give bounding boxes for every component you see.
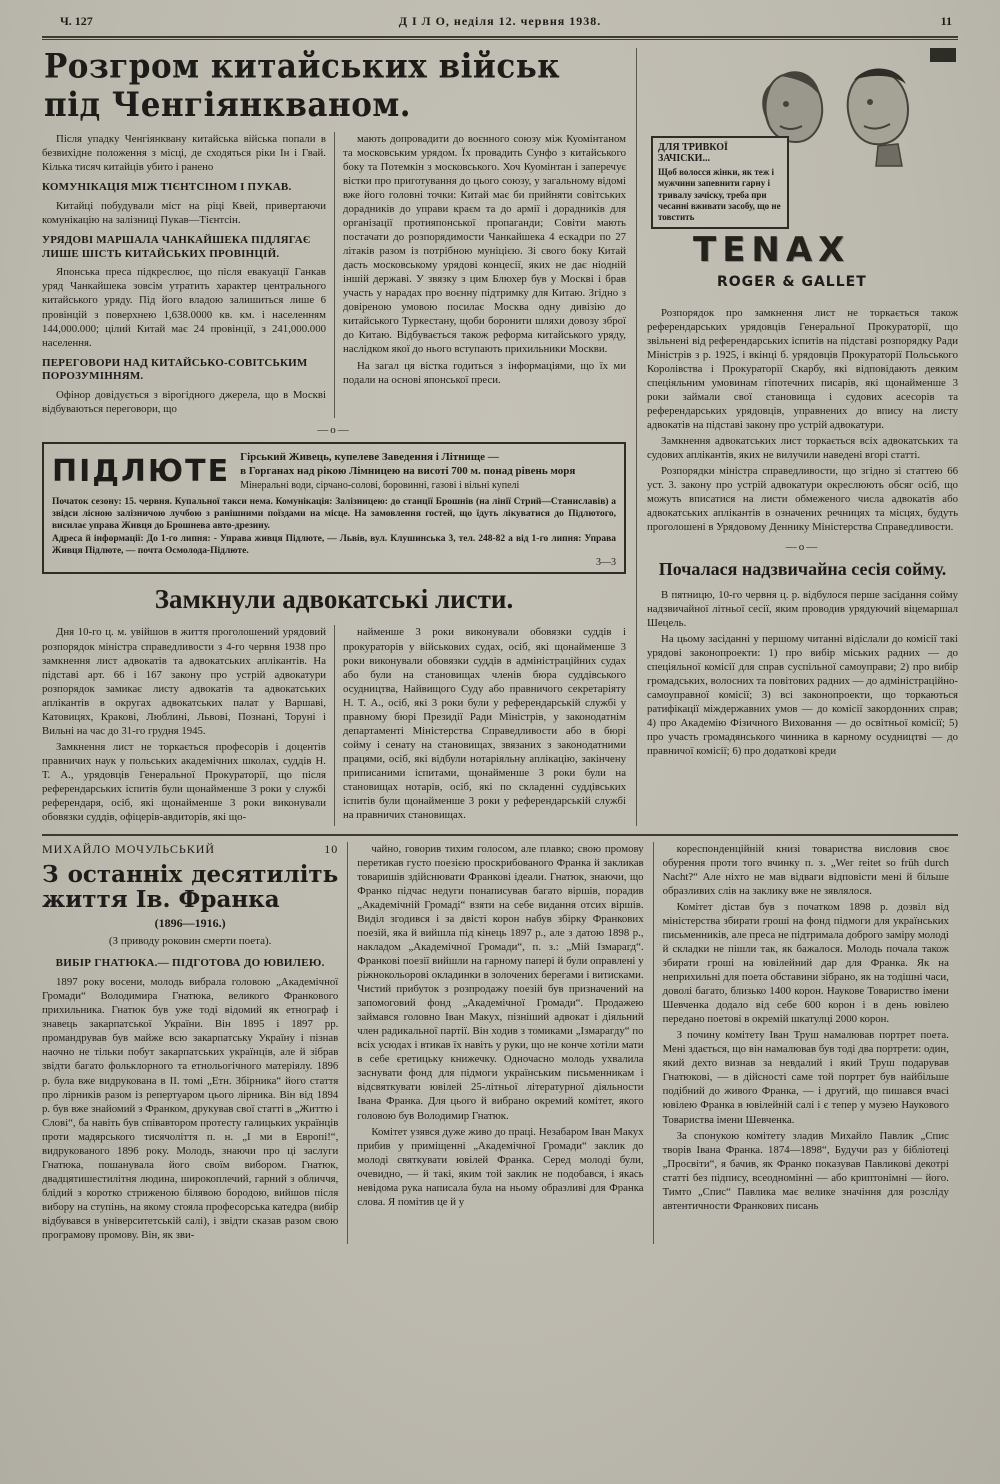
- paragraph: Розпорядок про замкнення лист не торкається також референдарських урядовців Генеральної Прокураторії, що звільнені від референдарських іспитів на підставі розпорядку Ради Міністрів з р. 1925, і вкінці б. урядовців Прокураторії Польського Королівства і Прокураторії Скарбу, які відповідають деяким спеціяльним умовинам гіпотечних писарів, які щонайменше 3 роки займали свої становища і судових асесорів та референдарських урядовців, управнених до впису на листу адвокатів на підставі закону про устрій адвокатури.: [647, 307, 958, 432]
- article-sejm-session: [647, 559, 958, 759]
- masthead: [42, 14, 958, 34]
- pidlyute-lead-1: Гірський Живець, купелеве Заведення і Літнище —: [240, 451, 499, 464]
- newspaper-title: Д І Л О, неділя 12. червня 1938.: [398, 14, 602, 28]
- china-column-2: [334, 132, 626, 418]
- advocates-headline: Замкнули адвокатські листи.: [154, 584, 514, 615]
- ad-tenax: [647, 48, 958, 296]
- china-subhead-negotiations: ПЕРЕГОВОРИ НАД КИТАЙСЬКО-СОВІТСЬКИМ ПОРОЗУМІННЯМ.: [42, 356, 308, 383]
- section-divider: —о—: [317, 424, 351, 437]
- paragraph: На загал ця вістка годиться з інформаціями, що їх ми подали на основі японської преси.: [343, 359, 626, 386]
- article-franko-feuilleton: [42, 842, 958, 1244]
- franko-author: МИХАЙЛО МОЧУЛЬСЬКИЙ: [42, 841, 216, 856]
- paragraph: Офінор довідується з вірогідного джерела, що в Москві відбуваються переговори, що: [42, 389, 326, 416]
- top-section: [42, 48, 958, 826]
- paragraph: Розпорядки міністра справедливости, що згідно зі статтею 66 уст. 3. закону про устрій адвокатури окреслюють обсяг осіб, що можуть вписатися на листи обмеженого числа адвокатів або адвокатських аплікантів в означених речницях та місцях, будуть проголошені в Урядовому Деннику Міністерства Справедливости.: [647, 465, 958, 534]
- paragraph: Китайці побудували міст на ріці Квей, привертаючи комунікацію на залізниці Пукав—Тієнтсін.: [42, 199, 326, 226]
- franko-installment-number: 10: [324, 841, 339, 856]
- china-subhead-provinces: УРЯДОВІ МАРШАЛА ЧАНКАЙШЕКА ПІДЛЯГАЄ ЛИШЕ ШІСТЬ КИТАЙСЬКИХ ПРОВІНЦІЙ.: [42, 233, 311, 260]
- pidlyute-mark: 3—3: [596, 557, 616, 569]
- ad-pidlyute: [42, 442, 626, 574]
- franko-years: (1896—1916.): [154, 916, 226, 931]
- china-headline: Розгром китайських військ під Ченгіянкваном.: [44, 47, 561, 125]
- tenax-maker: ROGER & GALLET: [717, 274, 867, 290]
- section-rule: [42, 834, 958, 836]
- paragraph: Замкнення адвокатських лист торкається всіх адвокатських та судових аплікантів, яких не вилучили наведені вгорі статті.: [647, 435, 958, 462]
- paragraph: мають допровадити до воєнного союзу між Куомінтаном та московським урядом. Їх провадить Сунфо з китайського боку та Потемкін з московського. Хоч Куомінтан і заперечує вістки про приготування до цього союзу, у загальному відомі вже його головні точки: Китай має би прийняти совітських дорадників до управи краєм та до армії і дорадників для організації протияпонської пропаганди; Совіти мають постачати до розпорядимости Чанкайшека 4 ескадри по 27 літаків разом із потрібною муніцією. Зі свого боку Китай дасть московському урядові концесії, яких не дає ніодній іншій державі. У звязку з цим Блюхер був у Москві і брав участь у нарадах про воєнну підтримку для Китаю. Згідно з довіреною умовою посилає Москва одну дивізію до китайського Туркестану, щоби боронити шляхи довозу зброї до Китаю. Відбувається також реформа китайського уряду, наслідком якої до нього вступають прихильники Москви.: [343, 133, 626, 356]
- section-divider: —о—: [785, 540, 820, 553]
- franko-subtitle: (З приводу роковин смерти поета).: [108, 934, 272, 947]
- paragraph: На цьому засіданні у першому читанні відіслали до комісії такі урядові законопроекти: 1) про вибір міських радних — до спеціяльної комісії для справ суспільної самоуправи; 2) про вибір громадських, волосних та повітових радних — до адміністраційно-самоуправної комісії; 3) всі законопроекти, що торкаються ратифікації міждержавних умов — до комісії закордонних справ; 4) про Академію Фізичного Виховання — до освітньої комісії; 5) про участь громадянського чинника в карному осудництві — до правничої комісії; 6) про додаткові креди: [647, 633, 958, 758]
- advocates-continuation-column: [647, 306, 958, 535]
- masthead-rule: [42, 36, 958, 40]
- right-zone: [636, 48, 958, 826]
- left-zone: [42, 48, 636, 826]
- paragraph: Замкнення лист не торкається професорів і доцентів правничих наук у польських академічних школах, суддів Н. Т. А., урядовців Генеральної Прокураторії, що після референдарських іспитів були щонайменше 3 роки у службі референдаря, осіб, які щонайменше 3 роки виконували обовязки суддів, офіцерів-авдиторів, які що-: [42, 740, 326, 823]
- pidlyute-address: Адреса й інформації: До 1-го липня: - Управа живця Підлюте, — Львів, вул. Клушинська 3, тел. 248-82 а від 1-го липня: Управа Живця Підлюте, — почта Осмолода-Підлюте.: [52, 533, 616, 557]
- franko-column-2: [347, 842, 652, 1244]
- china-column-1: [42, 132, 334, 418]
- article-china-defeat: [42, 47, 626, 437]
- tenax-body: Щоб волосся жінки, як теж і мужчини запевнити гарну і тривалу зачіску, треба при чесанні вживати засобу, що не товстить: [658, 167, 781, 222]
- pidlyute-details: Початок сезону: 15. червня. Купальної такси нема. Комунікація: Залізницею: до станції Брошнів (на лінії Стрий—Станиславів) а звідси лісною залізничою лучбою з ранішними поїздами на місце. На замовлення гостей, що їдуть лікуватися до Підлютого, висилає управа Живця до Брошнева авто-дрезину.: [52, 496, 616, 532]
- franko-section-head: ВИБІР ГНАТЮКА.— ПІДГОТОВА ДО ЮВИЛЕЮ.: [55, 956, 325, 969]
- paragraph: кореспонденційній книзі товариства висловив своє обурення проти того вчинку п. з. „Wer reitet so früh durch Nacht?“ Але ніхто не мав відваги відповісти мені й більше образливих слів на заклику вже не зявлялося.: [662, 842, 949, 897]
- advocates-column-1: [42, 625, 334, 825]
- page-number: 11: [940, 14, 952, 28]
- advocates-column-2: [334, 625, 626, 825]
- paragraph: Після упадку Ченгіянквану китайська війська попали в безвихідне положення з місці, де сходяться ріки Ін і Гвай. Кілька тисяч китайців убито і ранено: [42, 133, 326, 174]
- paragraph: Дня 10-го ц. м. увійшов в життя проголошений урядовий розпорядок міністра справедливости з 4-го червня 1938 про замкнення лист адвокатів та адвокатських аплікантів. На підставі арт. 66 і 167 закону про устрій адвокатури розпорядок замикає листу адвокатів та адвокатських аплікантів в округах адвокатських палат у Варшаві, Катовицях, Кракові, Люблині, Львові, Познані, Торуні і Вильні на час до 31-го грудня 1945.: [42, 626, 326, 737]
- pidlyute-lead-3: Мінеральні води, сірчано-солові, боровинні, газові і вільні купелі: [240, 479, 520, 491]
- franko-column-3: [653, 842, 958, 1244]
- paragraph: Комітет дістав був з початком 1898 р. дозвіл від міністерства збирати гроші на фонд підмоги для українських письменників, але преса не підтримала доброго заміру молоді й складки не пішли так, як бажалося. Молодь почала також збирати гроші на ювілейний дар для Франка. Як на неприхильні для поета обставини зібрано, як на тодішні часи, доволі багато, близько 1400 корон. Наукове Товариство імени Шевченка додало від себе 600 корон і в день ювілею передано поетові в окремій шкатулці 2000 корон.: [662, 901, 949, 1026]
- paragraph: Комітет узявся дуже живо до праці. Незабаром Іван Макух прибив у приміщенні „Академічної Громади“ заклик до молоді святкувати ювілей Франка. Серед молоді були, очевидно, — й такі, яким той заклик не подобався, і якась невідома рука написала була на ньому образливі для Франка слова. Я помітив це й у: [357, 1125, 644, 1208]
- paragraph: За спонукою комітету зладив Михайло Павлик „Спис творів Івана Франка. 1874—1898“, Будучи раз у бібліотеці „Просвіти“, я бачив, як Франко показував Павликові декотрі статті без підпису, всеодномінні — або криптонімні — його. Тимто „Спис“ Павлика має велике значіння для розсліду автентичности Франкових писань: [662, 1129, 949, 1212]
- china-subhead-communication: КОМУНІКАЦІЯ МІЖ ТІЄНТСІНОМ І ПУКАВ.: [42, 181, 292, 194]
- franko-headline: З останніх десятиліть життя Ів. Франка: [42, 860, 339, 913]
- tenax-text-panel: [651, 136, 789, 229]
- paragraph: 1897 року восени, молодь вибрала головою „Академічної Громади“ Володимира Гнатюка, великого Франкового прихильника. Гнатюк був уже тоді відомий як етнограф і знавець закарпатської України. Він 1895 і 1897 рр. промандрував був майже всю закарпатську Україну і пізнав наочно не тільки побут закарпатських українців, але й зібрав звідти багато фольклорного та етнольогічного матеріялу. 1896 р. була вже видрукована в II. томі „Етн. Збірника“ його стаття про лірників разом із репертуаром цього лірника. Він від 1894 р. був вже знайомий з Франком, друкував свої статті в „Життю і Слові“, ба навіть був співавтором протесту галицьких українців проти мадярського тисячоліття п. н. „І ми в Европі!“, видрукованого 1896 року. Молодь, знаючи про ці заслуги Гнатюка, пошанувала його своїм вибором. Гнатюк, двадцятишестилітня людина, широкоплечий, гарний з обличчя, блідий з коротко стриженою білявою бородою, вийшов після вибору на ступінь, на якому стояла професорська катедра (вибір відбувався в університетській салі), і звідти сказав разом свою програмову промову. Він, як зви-: [42, 976, 339, 1241]
- tenax-slogan: ДЛЯ ТРИВКОЇ ЗАЧІСКИ...: [658, 142, 728, 164]
- article-advocate-lists: [42, 584, 626, 825]
- sejm-headline: Почалася надзвичайна сесія сойму.: [658, 558, 947, 579]
- paragraph: чайно, говорив тихим голосом, але плавко; свою промову перетикав густо поезією проскрибованого Франка й закликав товаришів здійснювати Франкові ідеали. Гнатюк, знаючи, що Франко підчас недуги понаписував багато віршів, порадив „Академічній Громаді“ взяти на себе видання отсих віршів. Виділ згодився і за двісті корон набув збірку Франкових поезій, яка й вийшла під кінець 1897 р., але з датою 1898 р., накладом „Академічної Громади“, п. з.: „Мій Ізмарагд“. Франкові поезії вийшли на гарному папері й були оправлені у ріжнокольорові окладинки в золочених берегами і витисками. Чистий прибуток з розпродажу поезій був призначений на запомоговий фонд „Академічної Громади“. Продажею займався головно Іван Макух, пізніший адвокат і діяльний член радикальної партії. Він ходив з томиками „Ізмарагду“ по всіх усюдах і втикав їх навіть у руки, що не конче хотіли мати в себе єретицьку книжечку. Одночасно молодь ухвалила заснувати фонд для підмоги українським письменникам і відсвяткувати ювілей 25-літньої літературної діяльности Івана Франка. Для цього й вибрано окремий комітет, якого головою був Володимир Гнатюк.: [357, 842, 644, 1122]
- paragraph: В пятницю, 10-го червня ц. р. відбулося перше засідання сойму надзвичайної літньої сесії, яким проводив урядуючий віцемаршал Шецель.: [647, 589, 958, 630]
- franko-column-1: [42, 842, 347, 1244]
- paragraph: найменше 3 роки виконували обовязки суддів і прокураторів у військових судах, осіб, які щонайменше 3 роки виконували обовязки суддів в адміністраційних судах або були на становищах членів бюра суддівського осудництва, Найвищого Суду або правничого секретаріяту Н. Т. А., осіб, які 3 роки були у референдарській службі у правному бюрі Президії Ради Міністрів, у законодатнім департаменті Міністерства Справедливости або в бюрі сойму і сенату на становищах, звязаних з законодатними працями, осіб, які відбули нотаріяльну аплікацію, закінчену приписаними іспитами, щонайменше 3 роки були на становищах нотарів, осіб, які по складенні суддівських іспитів були щонайменше 3 роки у референдарській службі на правничих становищах.: [343, 626, 626, 821]
- paragraph: Японська преса підкреслює, що після евакуації Ганкав уряд Чанкайшека зовсім утратить характер центрального китайського уряду. Під його владою залишиться лише 6 провінцій з поверхнею 1,638.0000 кв. км. і населенням 144,000.000; цілий Китай має 24 провінції, з 241,000.000 населення.: [42, 266, 326, 349]
- tenax-brand: TENAX: [693, 230, 851, 270]
- issue-number: Ч. 127: [60, 14, 93, 28]
- pidlyute-lead-2: в Горганах над рікою Лімницею на висоті 700 м. понад рівень моря: [240, 465, 576, 478]
- pidlyute-name: ПІДЛЮТЕ: [52, 454, 231, 490]
- paragraph: З почину комітету Іван Труш намалював портрет поета. Мені здається, що він намалював був тоді два портрети: один, який дехто визнав за невдалий і який Труш подарував Гнатюкові, — в дійсності саме той портрет був найбільше подібний до живого Франка, — і другий, що пишався вчасі ювілею Франка в ювілейній салі і є тепер у музею Наукового Товариства імени Шевченка.: [662, 1029, 949, 1126]
